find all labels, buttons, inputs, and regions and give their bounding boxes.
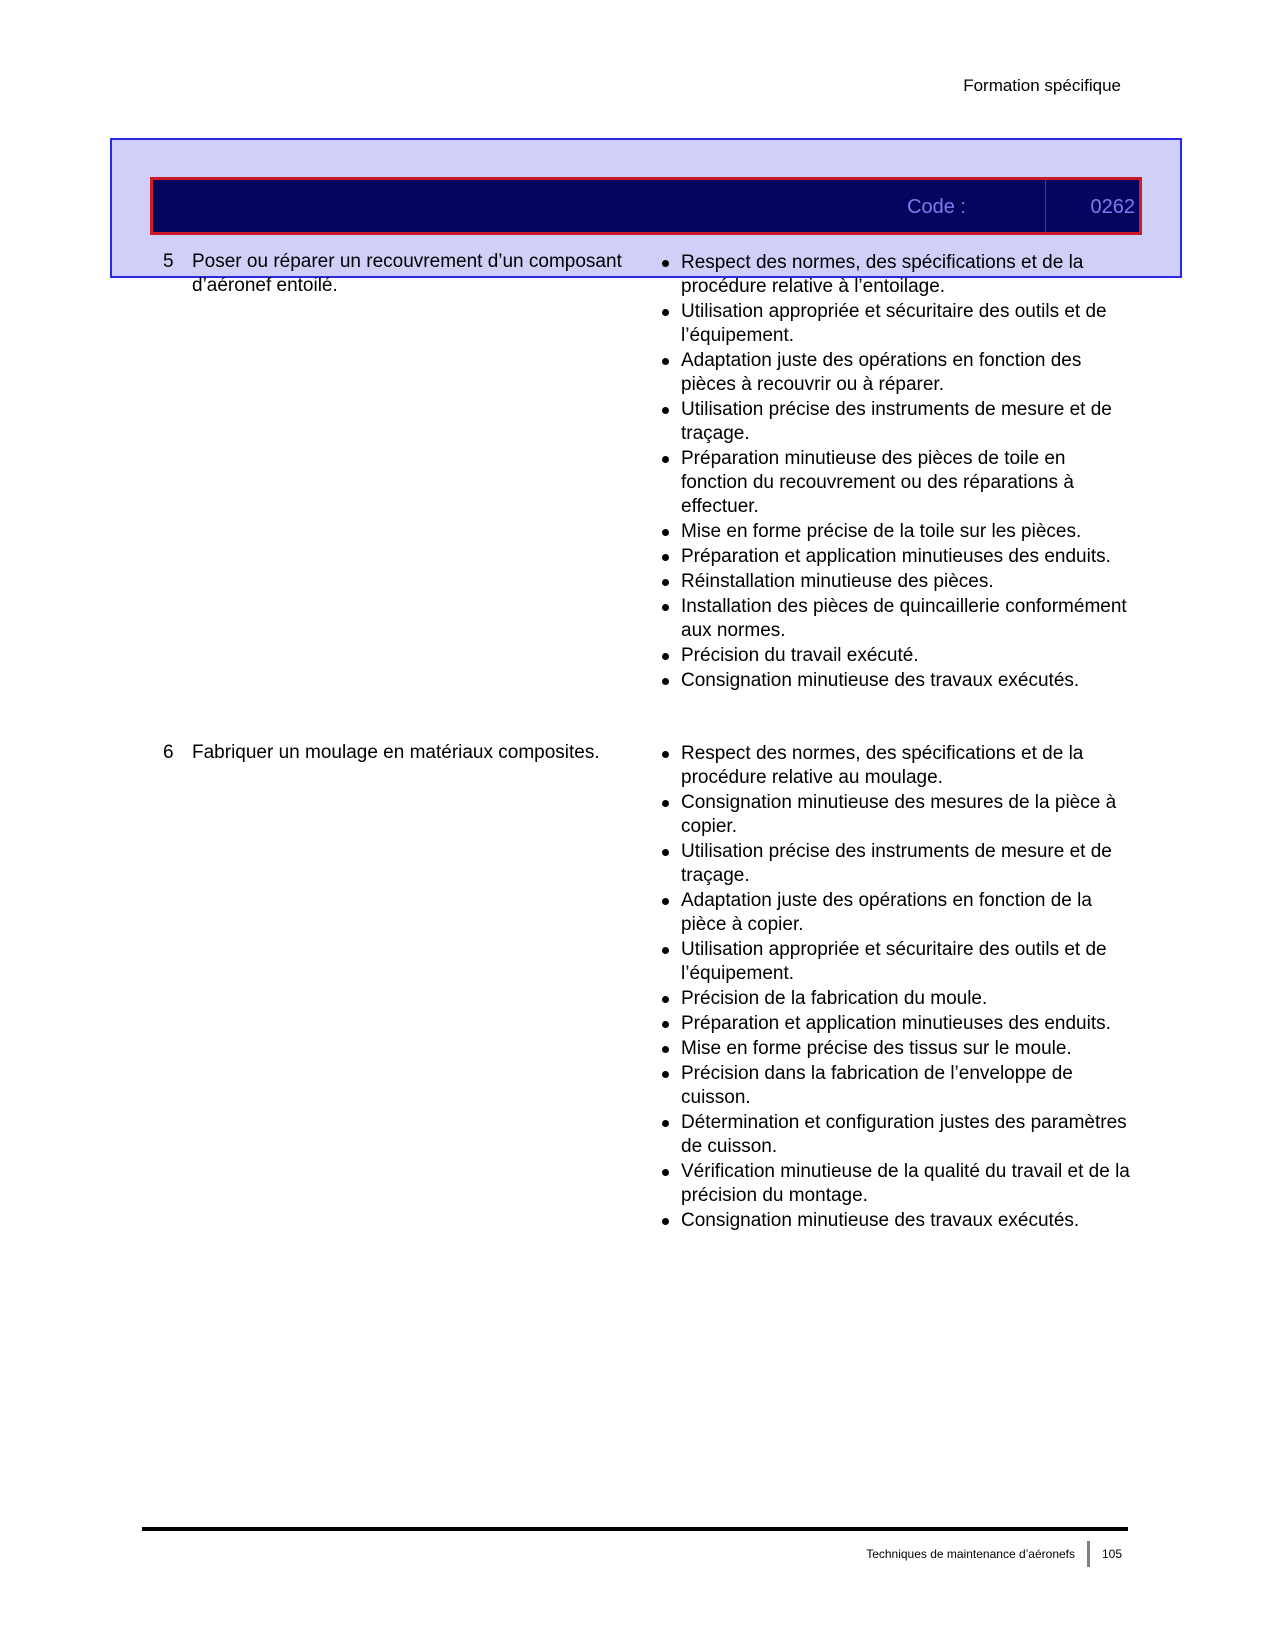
criterion-item: Mise en forme précise des tissus sur le moule. [660,1037,1130,1061]
element-6 [163,741,643,765]
element-text: Poser ou réparer un recouvrement d’un composant d’aéronef entoilé. [192,251,622,296]
criterion-item: Réinstallation minutieuse des pièces. [660,570,1130,594]
running-head: Formation spécifique [963,76,1121,95]
criterion-item: Précision de la fabrication du moule. [660,987,1130,1011]
criterion-item: Détermination et configuration justes des paramètres de cuisson. [660,1111,1130,1159]
criterion-item: Préparation et application minutieuses des enduits. [660,545,1130,569]
criterion-item: Adaptation juste des opérations en fonction des pièces à recouvrir ou à réparer. [660,349,1130,397]
criterion-item: Adaptation juste des opérations en fonction de la pièce à copier. [660,889,1130,937]
code-label: Code : [907,196,966,218]
element-text: Fabriquer un moulage en matériaux composites. [192,742,600,763]
criteria-list-5 [660,251,1130,694]
footer-title: Techniques de maintenance d’aéronefs [866,1547,1075,1561]
criterion-item: Utilisation appropriée et sécuritaire des outils et de l’équipement. [660,938,1130,986]
criterion-item: Utilisation précise des instruments de mesure et de traçage. [660,398,1130,446]
criterion-item: Installation des pièces de quincaillerie conformément aux normes. [660,595,1130,643]
criterion-item: Préparation minutieuse des pièces de toile en fonction du recouvrement ou des réparations à effectuer. [660,447,1130,519]
criterion-item: Respect des normes, des spécifications et de la procédure relative au moulage. [660,742,1130,790]
criterion-item: Précision du travail exécuté. [660,644,1130,668]
criterion-item: Préparation et application minutieuses des enduits. [660,1012,1130,1036]
criterion-item: Consignation minutieuse des travaux exécutés. [660,1209,1130,1233]
element-5 [163,250,643,298]
criterion-item: Utilisation appropriée et sécuritaire des outils et de l’équipement. [660,300,1130,348]
criterion-item: Mise en forme précise de la toile sur les pièces. [660,520,1130,544]
element-number: 6 [163,742,174,763]
page-number: 105 [1102,1547,1123,1561]
criterion-item: Utilisation précise des instruments de mesure et de traçage. [660,840,1130,888]
criterion-item: Respect des normes, des spécifications et de la procédure relative à l’entoilage. [660,251,1130,299]
element-number: 5 [163,251,174,272]
criterion-item: Vérification minutieuse de la qualité du travail et de la précision du montage. [660,1160,1130,1208]
code-separator [1045,180,1046,232]
criterion-item: Précision dans la fabrication de l’enveloppe de cuisson. [660,1062,1130,1110]
competency-header-band [150,177,1142,235]
footer-separator [1087,1541,1090,1567]
criteria-list-6 [660,742,1130,1234]
criterion-item: Consignation minutieuse des travaux exécutés. [660,669,1130,693]
code-value: 0262 [1090,196,1135,218]
footer-rule [142,1527,1128,1531]
criterion-item: Consignation minutieuse des mesures de la pièce à copier. [660,791,1130,839]
